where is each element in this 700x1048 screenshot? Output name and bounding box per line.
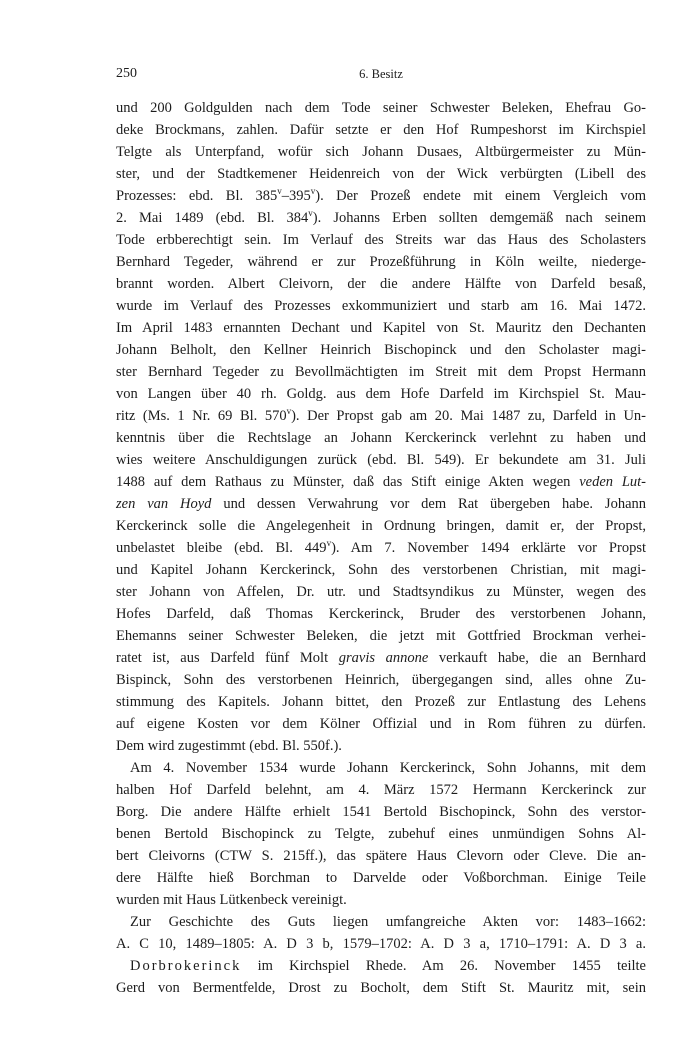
text-line: auf eigene Kosten vor dem Kölner Offizial und in Rom führen zu dürfen.: [116, 716, 646, 732]
text-run: –395: [281, 188, 311, 204]
text-run: ). Der Propst gab am 20. Mai 1487 zu, Darfeld in Un-: [291, 408, 646, 424]
text-line: Johann Belholt, den Kellner Heinrich Bischopinck und den Scholaster magi-: [116, 342, 646, 358]
text-line: Kerckerinck solle die Angelegenheit in Ordnung bringen, damit er, der Propst,: [116, 518, 646, 534]
text-line: dere Hälfte hieß Borchman to Darvelde oder Voßborchman. Einige Teile: [116, 870, 646, 886]
text-line: Ehemanns seiner Schwester Beleken, die jetzt mit Gottfried Brockman verhei-: [116, 628, 646, 644]
spaced-heading: Dorbrokerinck: [130, 958, 242, 974]
text-line: ster Johann von Affelen, Dr. utr. und Stadtsyndikus zu Münster, wegen des: [116, 584, 646, 600]
text-line: halben Hof Darfeld belehnt, am 4. März 1572 Hermann Kerckerinck zur: [116, 782, 646, 798]
verso-mark: v: [286, 406, 292, 417]
text-run: ). Johanns Erben sollten demgemäß nach seinem: [312, 210, 646, 226]
text-run: und dessen Verwahrung vor dem Rat übergeben habe. Johann: [211, 496, 647, 512]
text-line: Borg. Die andere Hälfte erhielt 1541 Bertold Bischopinck, Sohn des verstor-: [116, 804, 646, 820]
text-line: Tode erbberechtigt sein. Im Verlauf des Streits war das Haus des Scholasters: [116, 232, 646, 248]
text-line: Hofes Darfeld, daß Thomas Kerckerinck, Bruder des verstorbenen Johann,: [116, 606, 646, 622]
text-run: 2. Mai 1489 (ebd. Bl. 384: [116, 210, 309, 226]
text-line: [116, 647, 646, 669]
page-header: [116, 66, 646, 86]
italic-term: zen van Hoyd: [116, 496, 212, 512]
text-run: ). Der Prozeß endete mit einem Vergleich vom: [315, 188, 647, 204]
text-line: [116, 537, 646, 559]
text-line: [116, 493, 646, 515]
text-line: Bernhard Tegeder, während er zur Prozeßführung in Köln weilte, niederge-: [116, 254, 646, 270]
italic-term: veden Lut-: [579, 474, 646, 490]
text-run: ). Am 7. November 1494 erklärte vor Propst: [331, 540, 646, 556]
text-line: Dem wird zugestimmt (ebd. Bl. 550f.).: [116, 738, 342, 754]
text-run: im Kirchspiel Rhede. Am 26. November 1455 teilte: [241, 958, 646, 974]
text-line: [116, 207, 646, 229]
text-line: [116, 955, 646, 977]
text-line: wies weitere Anschuldigungen zurück (ebd. Bl. 549). Er bekundete am 31. Juli: [116, 452, 646, 468]
text-line: kenntnis über die Rechtslage an Johann Kerckerinck verlehnt zu haben und: [116, 430, 646, 446]
text-run: ritz (Ms. 1 Nr. 69 Bl. 570: [116, 408, 287, 424]
text-run: unbelastet bleibe (ebd. Bl. 449: [116, 540, 327, 556]
text-line: von Langen über 40 rh. Goldg. aus dem Hofe Darfeld im Kirchspiel St. Mau-: [116, 386, 646, 402]
text-line: Gerd von Bermentfelde, Drost zu Bocholt, dem Stift St. Mauritz mit, sein: [116, 980, 646, 996]
text-line: [116, 185, 646, 207]
text-line: A. C 10, 1489–1805: A. D 3 b, 1579–1702: A. D 3 a, 1710–1791: A. D 3 a.: [116, 936, 646, 952]
body-text: [116, 97, 646, 999]
text-line: [116, 405, 646, 427]
text-line: wurden mit Haus Lütkenbeck vereinigt.: [116, 892, 347, 908]
text-run: verkauft habe, die an Bernhard: [428, 650, 647, 666]
text-line: Zur Geschichte des Guts liegen umfangreiche Akten vor: 1483–1662:: [130, 914, 646, 930]
text-line: Telgte als Unterpfand, wofür sich Johann Dusaes, Altbürgermeister zu Mün-: [116, 144, 646, 160]
text-line: benen Bertold Bischopinck zu Telgte, zubehuf eines unmündigen Sohns Al-: [116, 826, 646, 842]
text-line: wurde im Verlauf des Prozesses exkommuniziert und starb am 16. Mai 1472.: [116, 298, 646, 314]
text-line: ster Bernhard Tegeder zu Bevollmächtigten im Streit mit dem Propst Hermann: [116, 364, 646, 380]
verso-mark: v: [308, 208, 313, 219]
text-line: Am 4. November 1534 wurde Johann Kerckerinck, Sohn Johanns, mit dem: [130, 760, 646, 776]
text-line: Bispinck, Sohn des verstorbenen Heinrich, übergegangen sind, alles ohne Zu-: [116, 672, 646, 688]
page-number: 250: [116, 66, 137, 81]
verso-mark: v: [326, 538, 332, 549]
text-line: stimmung des Kapitels. Johann bittet, den Prozeß zur Entlastung des Lehens: [116, 694, 646, 710]
text-line: und Kapitel Johann Kerckerinck, Sohn des verstorbenen Christian, mit magi-: [116, 562, 646, 578]
verso-mark: v: [277, 186, 282, 197]
text-line: deke Brockmans, zahlen. Dafür setzte er den Hof Rumpeshorst im Kirchspiel: [116, 122, 646, 138]
verso-mark: v: [310, 186, 316, 197]
text-run: 1488 auf dem Rathaus zu Münster, daß das Stift einige Akten wegen: [116, 474, 580, 490]
text-line: Im April 1483 ernannten Dechant und Kapitel von St. Mauritz den Dechanten: [116, 320, 646, 336]
text-line: brannt worden. Albert Cleivorn, der die andere Hälfte von Darfeld besaß,: [116, 276, 646, 292]
text-line: ster, und der Stadtkemener Heidenreich von der Wick verbürgten (Libell des: [116, 166, 646, 182]
text-run: ratet ist, aus Darfeld fünf Molt: [116, 650, 339, 666]
running-head: 6. Besitz: [359, 67, 403, 81]
text-run: Prozesses: ebd. Bl. 385: [116, 188, 278, 204]
italic-term: gravis annone: [338, 650, 429, 666]
text-line: und 200 Goldgulden nach dem Tode seiner Schwester Beleken, Ehefrau Go-: [116, 100, 646, 116]
text-line: bert Cleivorns (CTW S. 215ff.), das spätere Haus Clevorn oder Cleve. Die an-: [116, 848, 646, 864]
text-line: [116, 471, 646, 493]
